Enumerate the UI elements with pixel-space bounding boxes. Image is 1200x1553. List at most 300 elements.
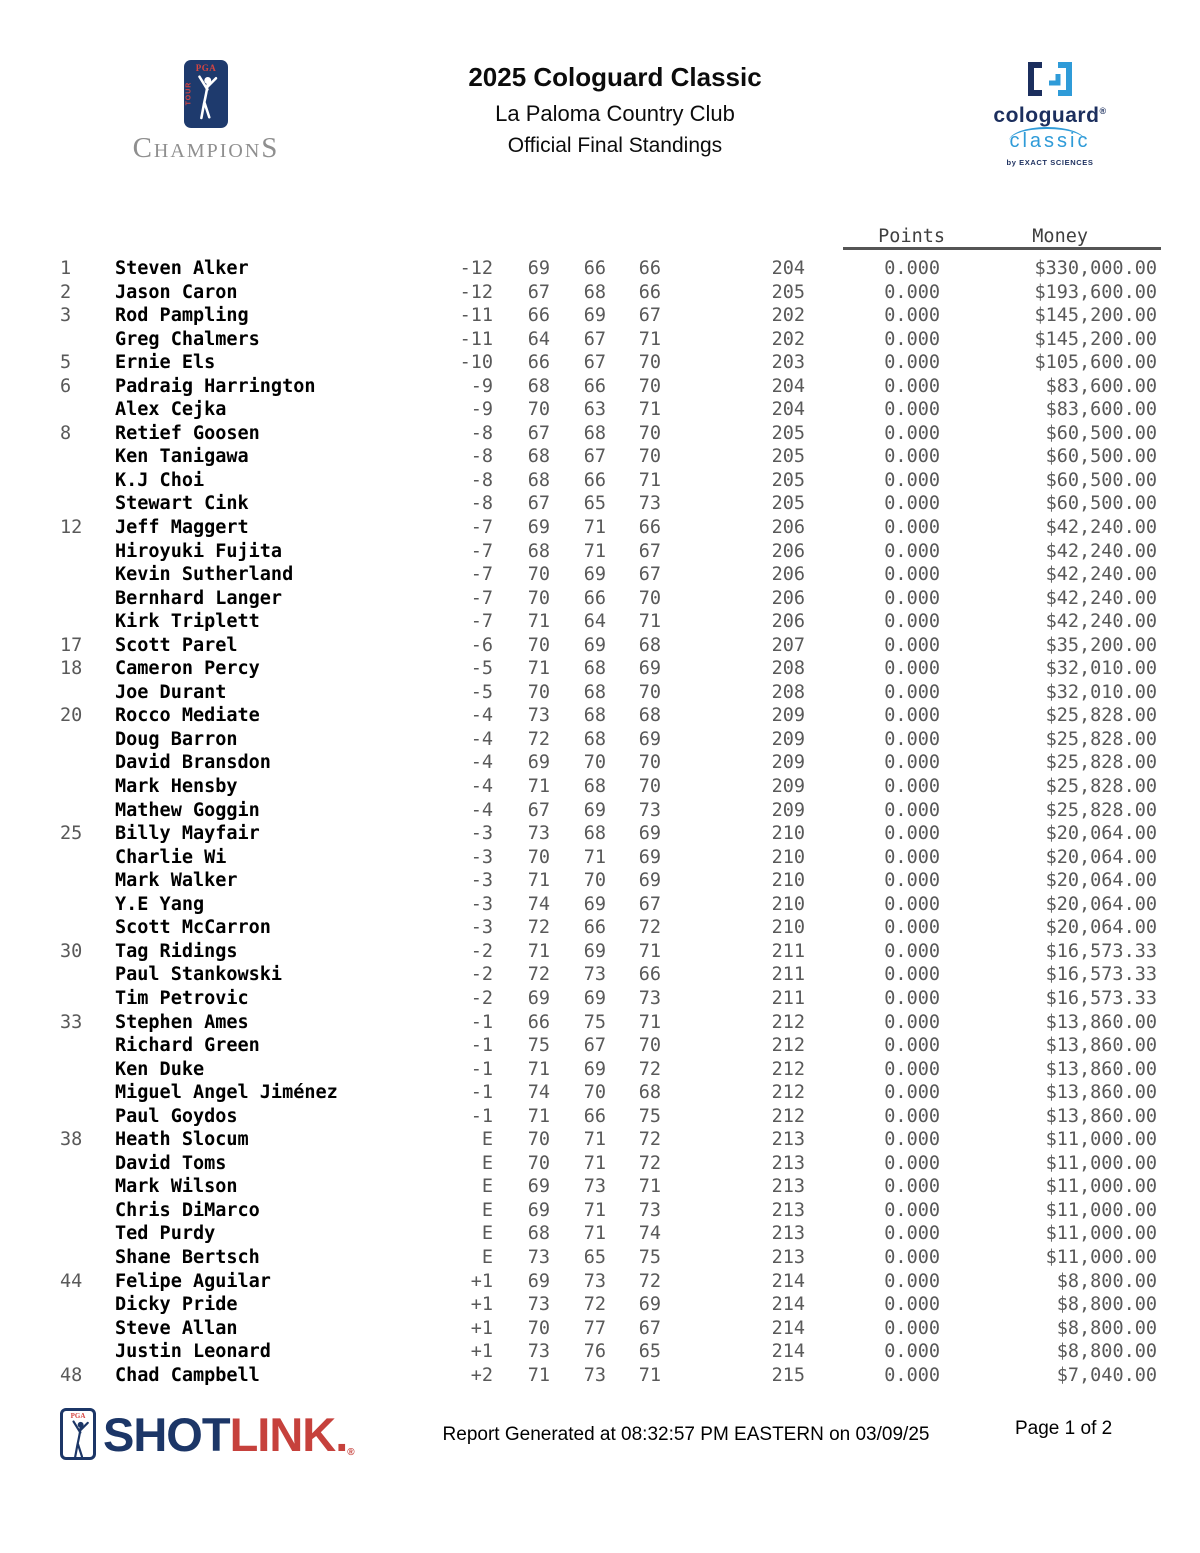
points-cell: 0.000 [884, 564, 940, 586]
money-cell: $83,600.00 [1045, 399, 1157, 421]
to-par-cell: -3 [470, 870, 493, 892]
position-cell [60, 1340, 115, 1364]
round2-cell: 77 [583, 1317, 606, 1339]
to-par-cell: -12 [459, 258, 493, 279]
round3-cell: 69 [638, 846, 661, 868]
total-cell: 213 [771, 1152, 805, 1174]
table-row [60, 304, 1157, 328]
round3-cell: 71 [638, 611, 661, 633]
money-cell: $8,800.00 [1056, 1341, 1157, 1363]
points-cell: 0.000 [884, 658, 940, 680]
to-par-cell: -8 [470, 493, 493, 515]
round2-cell: 67 [583, 328, 606, 350]
money-cell: $11,000.00 [1045, 1176, 1157, 1198]
player-name-cell: Felipe Aguilar [115, 1270, 271, 1292]
to-par-cell: -2 [470, 987, 493, 1009]
player-name-cell: Mark Walker [115, 870, 238, 892]
round3-cell: 73 [638, 1199, 661, 1221]
position-cell [60, 328, 115, 352]
to-par-cell: -1 [470, 1058, 493, 1080]
round1-cell: 67 [527, 799, 550, 821]
player-name-cell: Bernhard Langer [115, 587, 283, 609]
round2-cell: 69 [583, 987, 606, 1009]
points-cell: 0.000 [884, 1176, 940, 1198]
round1-cell: 71 [527, 940, 550, 962]
points-cell: 0.000 [884, 1317, 940, 1339]
round1-cell: 70 [527, 846, 550, 868]
round1-cell: 73 [527, 705, 550, 727]
player-name-cell: Chris DiMarco [115, 1199, 260, 1221]
cologuard-brackets-icon [1027, 62, 1073, 96]
total-cell: 210 [771, 823, 805, 845]
to-par-cell: -7 [470, 540, 493, 562]
money-cell: $25,828.00 [1045, 799, 1157, 821]
to-par-cell: -7 [470, 564, 493, 586]
round2-cell: 64 [583, 611, 606, 633]
exact-sciences-byline: by EXACT SCIENCES [1006, 158, 1094, 167]
table-row [60, 445, 1157, 469]
player-name-cell: Hiroyuki Fujita [115, 540, 283, 562]
points-cell: 0.000 [884, 799, 940, 821]
points-cell: 0.000 [884, 517, 940, 539]
round3-cell: 72 [638, 1152, 661, 1174]
round1-cell: 74 [527, 893, 550, 915]
round1-cell: 75 [527, 1035, 550, 1057]
total-cell: 213 [771, 1246, 805, 1268]
table-row [60, 846, 1157, 870]
player-name-cell: Jeff Maggert [115, 517, 249, 539]
pga-text: PGA [195, 63, 217, 73]
total-cell: 209 [771, 705, 805, 727]
points-cell: 0.000 [884, 587, 940, 609]
position-cell [60, 610, 115, 634]
points-cell: 0.000 [884, 1294, 940, 1316]
player-name-cell: Y.E Yang [115, 893, 205, 915]
round1-cell: 71 [527, 611, 550, 633]
table-row [60, 1270, 1157, 1294]
points-cell: 0.000 [884, 752, 940, 774]
points-cell: 0.000 [884, 776, 940, 798]
player-name-cell: Ken Tanigawa [115, 446, 249, 468]
table-row [60, 728, 1157, 752]
to-par-cell: -8 [470, 446, 493, 468]
round1-cell: 71 [527, 1364, 550, 1386]
player-name-cell: Stewart Cink [115, 493, 249, 515]
position-cell [60, 1034, 115, 1058]
total-cell: 210 [771, 846, 805, 868]
round1-cell: 64 [527, 328, 550, 350]
title-block [315, 62, 915, 158]
round1-cell: 71 [527, 1105, 550, 1127]
position-cell: 12 [60, 517, 83, 539]
to-par-cell: -1 [470, 1035, 493, 1057]
points-column-header: Points [878, 226, 945, 247]
position-cell [60, 846, 115, 870]
round3-cell: 69 [638, 823, 661, 845]
total-cell: 206 [771, 611, 805, 633]
total-cell: 209 [771, 799, 805, 821]
round3-cell: 69 [638, 1294, 661, 1316]
round2-cell: 68 [583, 728, 606, 750]
player-name-cell: Miguel Angel Jiménez [115, 1082, 338, 1104]
round1-cell: 73 [527, 1246, 550, 1268]
round3-cell: 73 [638, 493, 661, 515]
player-name-cell: Ernie Els [115, 352, 216, 374]
position-cell [60, 728, 115, 752]
to-par-cell: -5 [470, 681, 493, 703]
to-par-cell: -2 [470, 964, 493, 986]
player-name-cell: Ken Duke [115, 1058, 205, 1080]
position-cell [60, 1222, 115, 1246]
position-cell [60, 799, 115, 823]
points-cell: 0.000 [884, 305, 940, 327]
points-cell: 0.000 [884, 1105, 940, 1127]
cologuard-wordmark [976, 104, 1124, 128]
player-name-cell: Paul Goydos [115, 1105, 238, 1127]
to-par-cell: -7 [470, 517, 493, 539]
money-cell: $32,010.00 [1045, 681, 1157, 703]
position-cell [60, 893, 115, 917]
to-par-cell: -9 [470, 375, 493, 397]
round3-cell: 71 [638, 1011, 661, 1033]
round1-cell: 74 [527, 1082, 550, 1104]
total-cell: 213 [771, 1129, 805, 1151]
round2-cell: 73 [583, 1364, 606, 1386]
round2-cell: 63 [583, 399, 606, 421]
round1-cell: 73 [527, 1294, 550, 1316]
round3-cell: 71 [638, 940, 661, 962]
money-cell: $42,240.00 [1045, 564, 1157, 586]
round3-cell: 65 [638, 1341, 661, 1363]
round3-cell: 69 [638, 728, 661, 750]
round3-cell: 67 [638, 305, 661, 327]
to-par-cell: E [481, 1152, 493, 1174]
player-name-cell: Chad Campbell [115, 1364, 260, 1386]
player-name-cell: Rocco Mediate [115, 705, 260, 727]
player-name-cell: Cameron Percy [115, 658, 260, 680]
points-cell: 0.000 [884, 1364, 940, 1386]
round3-cell: 69 [638, 658, 661, 680]
to-par-cell: -11 [459, 328, 493, 350]
table-row [60, 563, 1157, 587]
player-name-cell: Mark Wilson [115, 1176, 238, 1198]
position-cell [60, 751, 115, 775]
table-row [60, 1222, 1157, 1246]
total-cell: 210 [771, 893, 805, 915]
round2-cell: 69 [583, 305, 606, 327]
total-cell: 204 [771, 399, 805, 421]
cologuard-name: cologuard [993, 104, 1100, 127]
registered-mark: ® [1099, 106, 1107, 116]
round1-cell: 69 [527, 987, 550, 1009]
round2-cell: 66 [583, 375, 606, 397]
table-row [60, 375, 1157, 399]
player-name-cell: Heath Slocum [115, 1129, 249, 1151]
round3-cell: 74 [638, 1223, 661, 1245]
money-cell: $42,240.00 [1045, 611, 1157, 633]
round2-cell: 71 [583, 517, 606, 539]
position-cell: 1 [60, 258, 72, 279]
pga-tour-badge [184, 60, 228, 128]
round1-cell: 69 [527, 258, 550, 279]
points-cell: 0.000 [884, 469, 940, 491]
table-row [60, 940, 1157, 964]
table-row [60, 1034, 1157, 1058]
position-cell [60, 987, 115, 1011]
money-cell: $7,040.00 [1056, 1364, 1157, 1386]
to-par-cell: -4 [470, 799, 493, 821]
money-cell: $145,200.00 [1034, 328, 1157, 350]
round3-cell: 71 [638, 1364, 661, 1386]
round1-cell: 69 [527, 1176, 550, 1198]
table-row [60, 893, 1157, 917]
position-cell [60, 1152, 115, 1176]
round2-cell: 66 [583, 469, 606, 491]
position-cell: 30 [60, 940, 83, 962]
shot-text: SHOT [103, 1407, 230, 1461]
round2-cell: 66 [583, 587, 606, 609]
total-cell: 205 [771, 422, 805, 444]
money-cell: $13,860.00 [1045, 1105, 1157, 1127]
player-name-cell: Alex Cejka [115, 399, 227, 421]
total-cell: 212 [771, 1011, 805, 1033]
money-cell: $60,500.00 [1045, 422, 1157, 444]
points-cell: 0.000 [884, 446, 940, 468]
money-cell: $60,500.00 [1045, 469, 1157, 491]
round3-cell: 67 [638, 564, 661, 586]
player-name-cell: David Toms [115, 1152, 227, 1174]
points-cell: 0.000 [884, 281, 940, 303]
round1-cell: 68 [527, 469, 550, 491]
points-cell: 0.000 [884, 823, 940, 845]
round1-cell: 69 [527, 1199, 550, 1221]
round1-cell: 70 [527, 564, 550, 586]
money-cell: $25,828.00 [1045, 728, 1157, 750]
total-cell: 207 [771, 634, 805, 656]
position-cell [60, 445, 115, 469]
to-par-cell: -9 [470, 399, 493, 421]
player-name-cell: Mathew Goggin [115, 799, 260, 821]
round1-cell: 68 [527, 446, 550, 468]
player-name-cell: Padraig Harrington [115, 375, 316, 397]
table-row [60, 328, 1157, 352]
to-par-cell: -12 [459, 281, 493, 303]
money-cell: $35,200.00 [1045, 634, 1157, 656]
round1-cell: 68 [527, 375, 550, 397]
points-cell: 0.000 [884, 540, 940, 562]
total-cell: 205 [771, 469, 805, 491]
position-cell [60, 681, 115, 705]
round3-cell: 75 [638, 1105, 661, 1127]
table-row [60, 492, 1157, 516]
position-cell [60, 540, 115, 564]
points-cell: 0.000 [884, 1152, 940, 1174]
player-name-cell: Rod Pampling [115, 305, 249, 327]
table-row [60, 516, 1157, 540]
round2-cell: 68 [583, 658, 606, 680]
golfer-icon [192, 73, 222, 121]
total-cell: 206 [771, 587, 805, 609]
cologuard-classic-logo [976, 62, 1124, 167]
to-par-cell: +1 [470, 1317, 493, 1339]
round1-cell: 69 [527, 1270, 550, 1292]
position-cell [60, 1199, 115, 1223]
points-cell: 0.000 [884, 1058, 940, 1080]
shotlink-logo [60, 1404, 354, 1464]
round3-cell: 73 [638, 987, 661, 1009]
round2-cell: 67 [583, 352, 606, 374]
total-cell: 203 [771, 352, 805, 374]
round1-cell: 70 [527, 399, 550, 421]
points-cell: 0.000 [884, 940, 940, 962]
money-cell: $13,860.00 [1045, 1082, 1157, 1104]
player-name-cell: Richard Green [115, 1035, 260, 1057]
round2-cell: 69 [583, 940, 606, 962]
player-name-cell: Joe Durant [115, 681, 227, 703]
round2-cell: 72 [583, 1294, 606, 1316]
to-par-cell: -10 [459, 352, 493, 374]
round3-cell: 67 [638, 540, 661, 562]
to-par-cell: -7 [470, 611, 493, 633]
points-cell: 0.000 [884, 1246, 940, 1268]
to-par-cell: -4 [470, 776, 493, 798]
round2-cell: 66 [583, 1105, 606, 1127]
points-cell: 0.000 [884, 399, 940, 421]
to-par-cell: -3 [470, 846, 493, 868]
to-par-cell: -8 [470, 422, 493, 444]
points-cell: 0.000 [884, 634, 940, 656]
champions-wordmark: ChampionS [132, 132, 280, 164]
round2-cell: 65 [583, 493, 606, 515]
round1-cell: 71 [527, 776, 550, 798]
money-cell: $11,000.00 [1045, 1246, 1157, 1268]
points-cell: 0.000 [884, 1199, 940, 1221]
table-row [60, 1128, 1157, 1152]
round3-cell: 70 [638, 446, 661, 468]
points-cell: 0.000 [884, 493, 940, 515]
points-cell: 0.000 [884, 1341, 940, 1363]
shotlink-wordmark [103, 1407, 354, 1461]
to-par-cell: +2 [470, 1364, 493, 1386]
player-name-cell: Paul Stankowski [115, 964, 283, 986]
money-cell: $13,860.00 [1045, 1035, 1157, 1057]
position-cell [60, 1058, 115, 1082]
player-name-cell: Scott McCarron [115, 917, 271, 939]
money-cell: $20,064.00 [1045, 823, 1157, 845]
table-row [60, 987, 1157, 1011]
points-cell: 0.000 [884, 681, 940, 703]
player-name-cell: K.J Choi [115, 469, 205, 491]
table-row [60, 351, 1157, 375]
money-cell: $60,500.00 [1045, 446, 1157, 468]
money-cell: $16,573.33 [1045, 964, 1157, 986]
position-cell [60, 916, 115, 940]
table-row [60, 1152, 1157, 1176]
to-par-cell: -4 [470, 705, 493, 727]
round2-cell: 65 [583, 1246, 606, 1268]
to-par-cell: -11 [459, 305, 493, 327]
round2-cell: 68 [583, 776, 606, 798]
table-row [60, 1058, 1157, 1082]
table-row [60, 869, 1157, 893]
registered-mark: ® [347, 1446, 354, 1458]
money-cell: $60,500.00 [1045, 493, 1157, 515]
round3-cell: 66 [638, 258, 661, 279]
money-cell: $330,000.00 [1034, 258, 1157, 279]
to-par-cell: -4 [470, 728, 493, 750]
money-cell: $11,000.00 [1045, 1152, 1157, 1174]
round2-cell: 71 [583, 540, 606, 562]
round3-cell: 71 [638, 469, 661, 491]
round3-cell: 70 [638, 776, 661, 798]
total-cell: 209 [771, 752, 805, 774]
money-cell: $20,064.00 [1045, 870, 1157, 892]
total-cell: 205 [771, 446, 805, 468]
round3-cell: 67 [638, 893, 661, 915]
pga-tour-champions-logo [118, 60, 294, 163]
pga-text: PGA [70, 1412, 86, 1420]
table-row [60, 1340, 1157, 1364]
to-par-cell: -1 [470, 1082, 493, 1104]
player-name-cell: Greg Chalmers [115, 328, 260, 350]
round2-cell: 68 [583, 823, 606, 845]
total-cell: 209 [771, 776, 805, 798]
round3-cell: 66 [638, 281, 661, 303]
round2-cell: 67 [583, 1035, 606, 1057]
report-generated-text: Report Generated at 08:32:57 PM EASTERN on 03/09/25 [442, 1424, 930, 1445]
round1-cell: 68 [527, 540, 550, 562]
round2-cell: 68 [583, 422, 606, 444]
position-cell [60, 1317, 115, 1341]
round1-cell: 70 [527, 634, 550, 656]
table-row [60, 257, 1157, 281]
standings-table [60, 257, 1157, 1387]
points-cell: 0.000 [884, 328, 940, 350]
total-cell: 211 [771, 964, 805, 986]
money-cell: $13,860.00 [1045, 1058, 1157, 1080]
round2-cell: 68 [583, 281, 606, 303]
player-name-cell: Shane Bertsch [115, 1246, 260, 1268]
round3-cell: 72 [638, 917, 661, 939]
round2-cell: 70 [583, 1082, 606, 1104]
round3-cell: 72 [638, 1058, 661, 1080]
table-row [60, 963, 1157, 987]
table-row [60, 775, 1157, 799]
round1-cell: 67 [527, 493, 550, 515]
total-cell: 206 [771, 517, 805, 539]
round2-cell: 70 [583, 752, 606, 774]
money-cell: $25,828.00 [1045, 752, 1157, 774]
position-cell [60, 1293, 115, 1317]
table-row [60, 1011, 1157, 1035]
points-cell: 0.000 [884, 375, 940, 397]
to-par-cell: +1 [470, 1270, 493, 1292]
table-row [60, 751, 1157, 775]
table-row [60, 681, 1157, 705]
table-row [60, 610, 1157, 634]
round2-cell: 69 [583, 799, 606, 821]
money-cell: $42,240.00 [1045, 517, 1157, 539]
points-cell: 0.000 [884, 846, 940, 868]
round3-cell: 66 [638, 964, 661, 986]
position-cell [60, 1175, 115, 1199]
to-par-cell: -2 [470, 940, 493, 962]
money-cell: $11,000.00 [1045, 1129, 1157, 1151]
total-cell: 214 [771, 1317, 805, 1339]
total-cell: 211 [771, 987, 805, 1009]
venue-name: La Paloma Country Club [495, 101, 735, 126]
round3-cell: 66 [638, 517, 661, 539]
